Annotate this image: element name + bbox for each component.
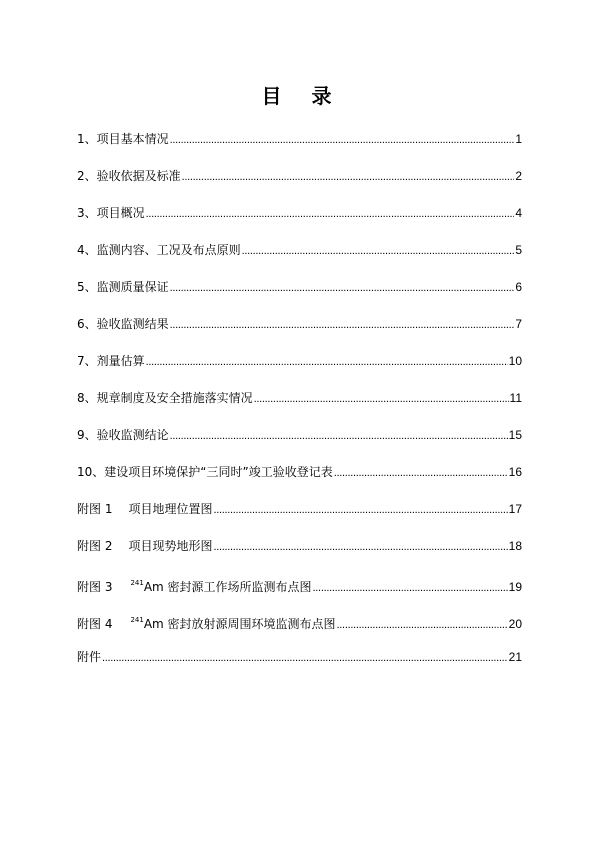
toc-entry-page: 1 (515, 132, 522, 146)
toc-entry-6[interactable] (77, 313, 522, 350)
figure-title: Am 密封放射源周围环境监测布点图 (143, 617, 336, 631)
toc-entry-label: 9、验收监测结论 (77, 428, 169, 442)
toc-entry-page: 19 (508, 580, 522, 594)
toc-entry-label: 7、剂量估算 (77, 354, 145, 368)
toc-entry-label: 2、验收依据及标准 (77, 169, 181, 183)
toc-entry-appendix-figure-1[interactable] (77, 498, 522, 535)
toc-entry-page: 15 (508, 428, 522, 442)
toc-entry-appendix-figure-4[interactable] (77, 609, 522, 646)
toc-entry-label: 5、监测质量保证 (77, 280, 169, 294)
toc-entry-page: 6 (515, 280, 522, 294)
toc-entry-page: 16 (508, 465, 522, 479)
toc-entry-page: 17 (508, 502, 522, 516)
toc-entry-label (77, 609, 336, 635)
figure-prefix: 附图 2 (77, 539, 113, 553)
toc-entry-page: 20 (508, 617, 522, 631)
toc-entry-label: 4、监测内容、工况及布点原则 (77, 243, 241, 257)
toc-entry-page: 11 (509, 391, 522, 405)
title-char-1: 目 (261, 84, 284, 108)
toc-entry-2[interactable] (77, 165, 522, 202)
dot-leader (146, 351, 508, 373)
toc-entry-label: 8、规章制度及安全措施落实情况 (77, 391, 253, 405)
figure-title: 项目现势地形图 (128, 539, 213, 553)
toc-entry-label (77, 535, 212, 557)
figure-title: Am 密封源工作场所监测布点图 (143, 580, 312, 594)
title-char-2: 录 (311, 84, 334, 108)
isotope-mass-number: 241 (130, 579, 144, 587)
dot-leader (102, 647, 508, 669)
dot-leader (313, 577, 508, 599)
toc-entry-9[interactable] (77, 424, 522, 461)
dot-leader (334, 462, 508, 484)
figure-title: 项目地理位置图 (128, 502, 213, 516)
table-of-contents (77, 128, 522, 683)
toc-entry-4[interactable] (77, 239, 522, 276)
figure-prefix: 附图 3 (77, 580, 113, 594)
toc-entry-page: 10 (508, 354, 522, 368)
dot-leader (170, 425, 508, 447)
dot-leader (254, 388, 509, 410)
toc-entry-label (77, 572, 312, 598)
dot-leader (170, 314, 515, 336)
toc-entry-label: 10、建设项目环境保护“三同时”竣工验收登记表 (77, 465, 333, 479)
figure-prefix: 附图 4 (77, 617, 113, 631)
dot-leader (337, 614, 508, 636)
page-title (0, 84, 595, 108)
toc-entry-appendix-figure-2[interactable] (77, 535, 522, 572)
dot-leader (182, 166, 515, 188)
toc-entry-8[interactable] (77, 387, 522, 424)
toc-entry-label (77, 498, 212, 520)
dot-leader (213, 499, 507, 521)
toc-entry-page: 2 (515, 169, 522, 183)
toc-entry-appendix-figure-3[interactable] (77, 572, 522, 609)
dot-leader (242, 240, 515, 262)
toc-entry-label: 1、项目基本情况 (77, 132, 169, 146)
toc-entry-10[interactable] (77, 461, 522, 498)
dot-leader (146, 203, 515, 225)
toc-entry-page: 5 (515, 243, 522, 257)
toc-entry-7[interactable] (77, 350, 522, 387)
toc-entry-page: 7 (515, 317, 522, 331)
dot-leader (170, 129, 515, 151)
isotope-mass-number: 241 (130, 616, 144, 624)
toc-entry-page: 4 (515, 206, 522, 220)
dot-leader (213, 536, 507, 558)
toc-entry-5[interactable] (77, 276, 522, 313)
toc-entry-attachments[interactable] (77, 646, 522, 683)
toc-entry-label: 附件 (77, 650, 102, 664)
dot-leader (170, 277, 515, 299)
toc-entry-page: 21 (508, 650, 522, 664)
toc-entry-label: 6、验收监测结果 (77, 317, 169, 331)
toc-entry-3[interactable] (77, 202, 522, 239)
toc-entry-page: 18 (508, 539, 522, 553)
toc-entry-label: 3、项目概况 (77, 206, 145, 220)
toc-entry-1[interactable] (77, 128, 522, 165)
figure-prefix: 附图 1 (77, 502, 113, 516)
